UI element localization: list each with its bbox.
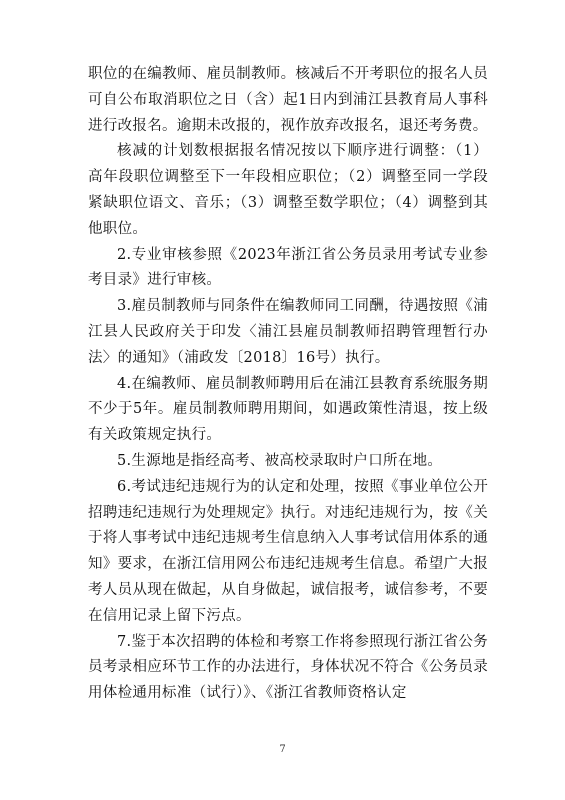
paragraph-item-7: 7.鉴于本次招聘的体检和考察工作将参照现行浙江省公务员考录相应环节工作的办法进行，身体状况不符合《公务员录用体检通用标准（试行）》、《浙江省教师资格认定	[88, 633, 488, 702]
paragraph-item-3: 3.雇员制教师与同条件在编教师同工同酬，待遇按照《浦江县人民政府关于印发〈浦江县雇员制教师招聘管理暂行办法〉的通知》（浦政发〔2018〕16号）执行。	[88, 298, 488, 366]
paragraph-adjustment-order: 核减的计划数根据报名情况按以下顺序进行调整：（1）高年段职位调整至下一年段相应职位；（2）调整至同一学段紧缺职位语文、音乐；（3）调整至数学职位；（4）调整到其他职位。	[88, 143, 488, 237]
paragraph-item-5: 5.生源地是指经高考、被高校录取时户口所在地。	[117, 452, 443, 469]
document-body	[88, 62, 488, 707]
paragraph-item-6: 6.考试违纪违规行为的认定和处理，按照《事业单位公开招聘违纪违规行为处理规定》执行。对违纪违规行为，按《关于将人事考试中违纪违规考生信息纳入人事考试信用体系的通知》要求，在浙江信用网公布违纪违规考生信息。希望广大报考人员从现在做起，从自身做起，诚信报考，诚信参考，不要在信用记录上留下污点。	[88, 478, 488, 624]
paragraph-item-2: 2.专业审核参照《2023年浙江省公务员录用考试专业参考目录》进行审核。	[88, 246, 488, 289]
paragraph-item-4: 4.在编教师、雇员制教师聘用后在浦江县教育系统服务期不少于5年。雇员制教师聘用期间，如遇政策性清退，按上级有关政策规定执行。	[88, 375, 488, 444]
page-number: 7	[279, 744, 286, 755]
paragraph-continuation: 职位的在编教师、雇员制教师。核减后不开考职位的报名人员可自公布取消职位之日（含）起1日内到浦江县教育局人事科进行改报名。逾期未改报的，视作放弃改报名，退还考务费。	[88, 66, 488, 134]
